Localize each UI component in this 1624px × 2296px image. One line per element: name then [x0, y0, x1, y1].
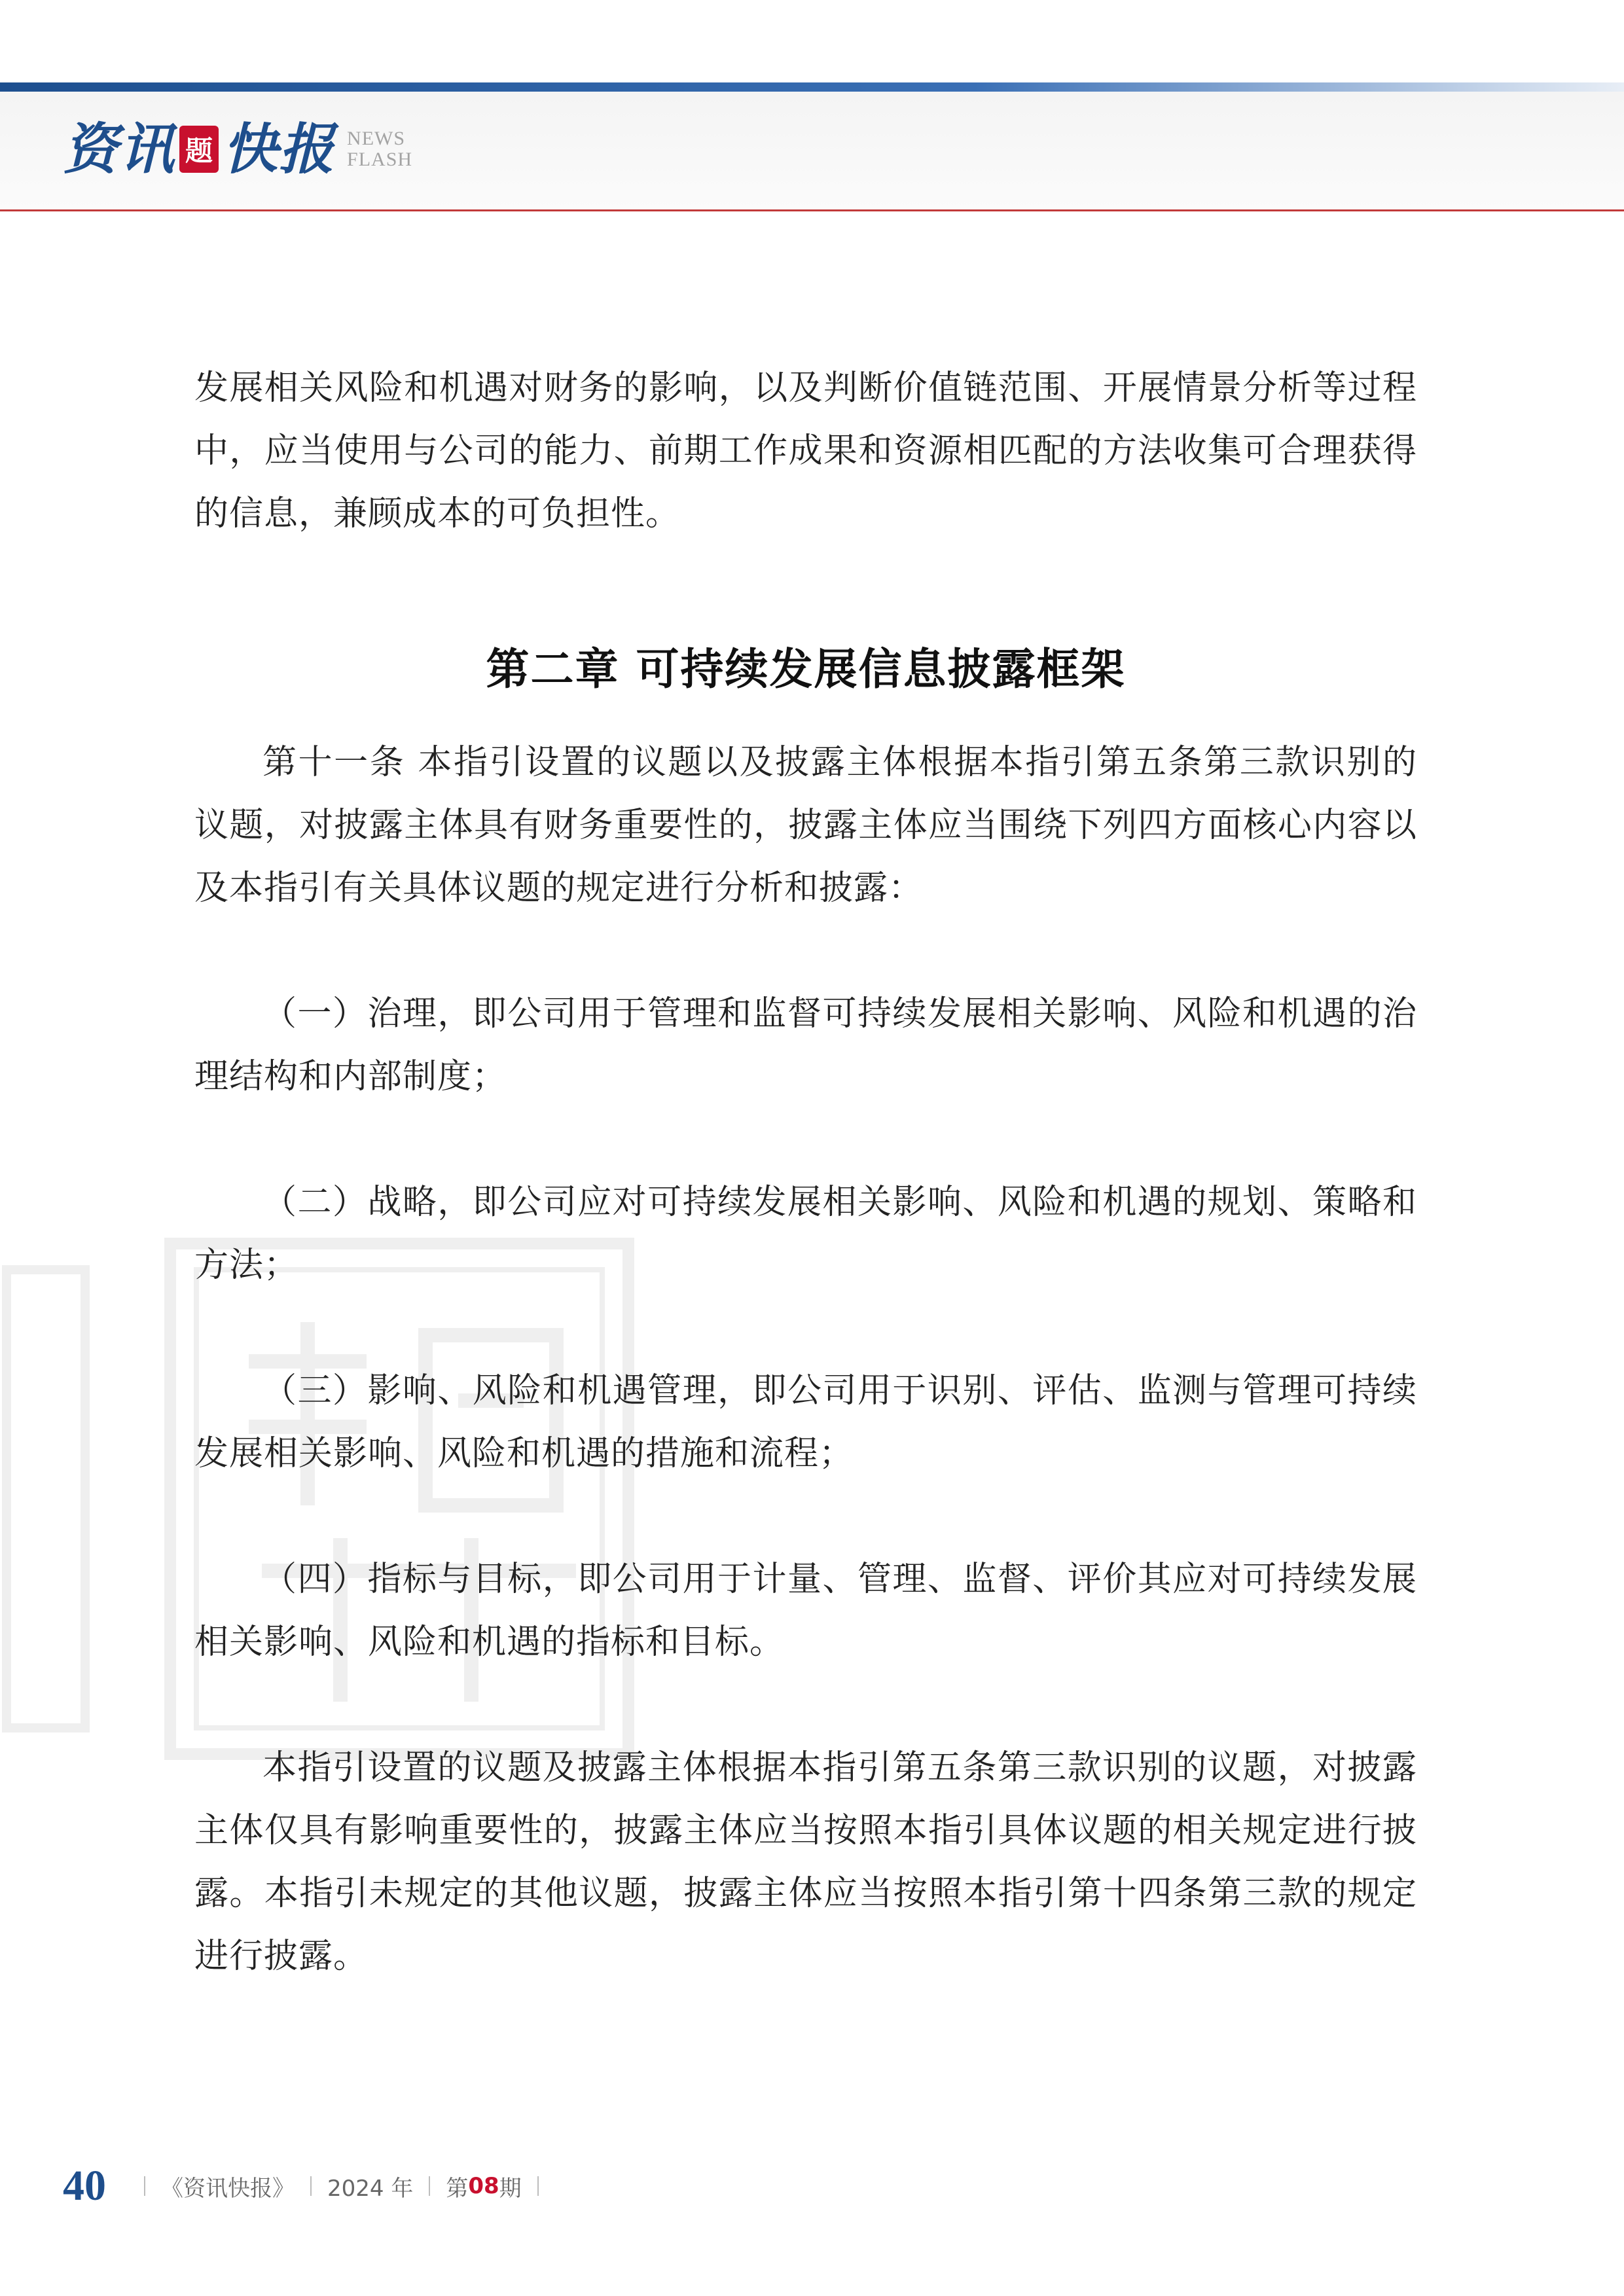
footer-divider	[144, 2176, 145, 2196]
list-item-metrics-targets: （四）指标与目标，即公司用于计量、管理、监督、评价其应对可持续发展相关影响、风险和机遇的指标和目标。	[194, 1560, 1417, 1662]
list-item-risk-management: （三）影响、风险和机遇管理，即公司用于识别、评估、监测与管理可持续发展相关影响、风险和机遇的措施和流程；	[194, 1371, 1417, 1473]
page-footer	[63, 2157, 554, 2215]
masthead-title-part2: 快报	[223, 117, 336, 181]
publication-year: 2024 年	[327, 2175, 414, 2202]
list-item-governance: （一）治理，即公司用于管理和监督可持续发展相关影响、风险和机遇的治理结构和内部制度；	[194, 994, 1417, 1096]
footer-divider	[310, 2176, 312, 2196]
issue-number: 08	[468, 2173, 499, 2199]
publication-name: 《资讯快报》	[161, 2175, 295, 2202]
masthead-title-part1: 资讯	[63, 117, 176, 181]
closing-paragraph: 本指引设置的议题及披露主体根据本指引第五条第三款识别的议题，对披露主体仅具有影响重要性的，披露主体应当按照本指引具体议题的相关规定进行披露。本指引未规定的其他议题，披露主体应当按照本指引第十四条第三款的规定进行披露。	[194, 1748, 1417, 1976]
footer-divider	[537, 2176, 539, 2196]
masthead-english-line1: NEWS	[347, 128, 406, 149]
page-number: 40	[63, 2162, 106, 2210]
list-item-strategy: （二）战略，即公司应对可持续发展相关影响、风险和机遇的规划、策略和方法；	[194, 1183, 1417, 1285]
issue-prefix: 第	[446, 2175, 469, 2202]
header-top-bar	[0, 82, 1624, 92]
intro-paragraph: 发展相关风险和机遇对财务的影响，以及判断价值链范围、开展情景分析等过程中，应当使用与公司的能力、前期工作成果和资源相匹配的方法收集可合理获得的信息，兼顾成本的可负担性。	[194, 368, 1417, 533]
header-rule	[0, 209, 1624, 211]
footer-divider	[429, 2176, 430, 2196]
masthead-english-line2: FLASH	[347, 149, 413, 170]
issue-suffix: 期	[499, 2175, 522, 2202]
chapter-title: 第二章 可持续发展信息披露框架	[486, 644, 1126, 694]
article-11-paragraph: 第十一条 本指引设置的议题以及披露主体根据本指引第五条第三款识别的议题，对披露主体具有财务重要性的，披露主体应当围绕下列四方面核心内容以及本指引有关具体议题的规定进行分析和披露：	[194, 743, 1417, 908]
masthead-seal-icon: 题	[179, 126, 219, 173]
document-body	[194, 357, 1417, 1988]
masthead-english	[347, 128, 412, 170]
masthead	[63, 110, 412, 188]
